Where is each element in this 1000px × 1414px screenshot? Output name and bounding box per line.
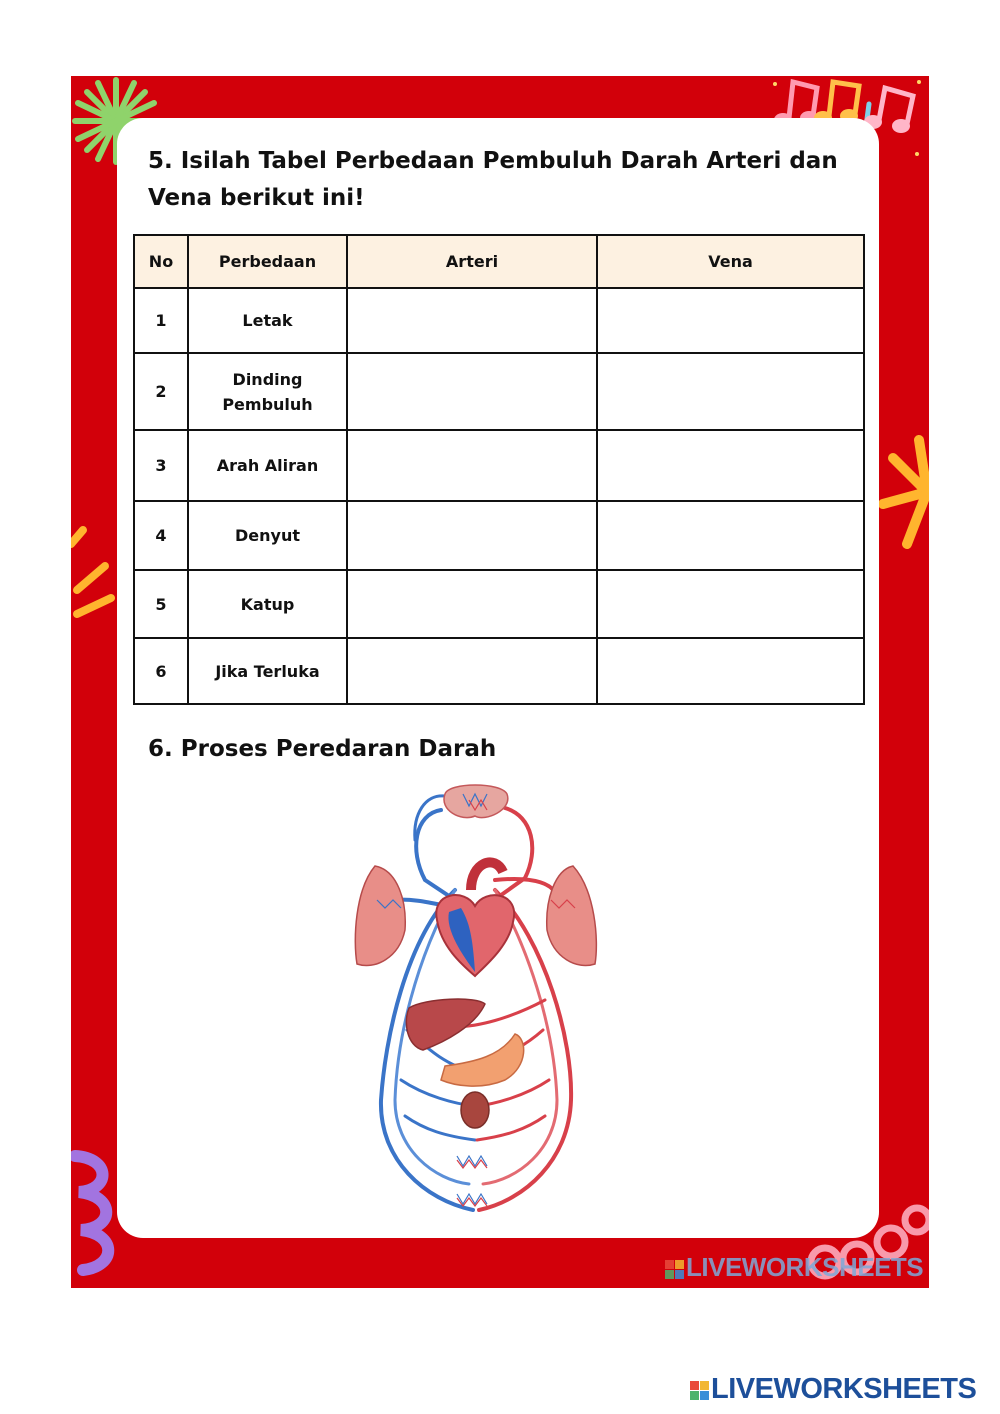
vena-answer-cell[interactable] xyxy=(597,430,864,501)
row-aspect: Katup xyxy=(188,570,347,638)
row-aspect: Dinding Pembuluh xyxy=(188,353,347,430)
liveworksheets-logo-icon xyxy=(690,1381,709,1400)
arteri-answer-cell[interactable] xyxy=(347,288,597,353)
row-number: 1 xyxy=(134,288,188,353)
vena-answer-cell[interactable] xyxy=(597,570,864,638)
arteri-answer-cell[interactable] xyxy=(347,638,597,704)
vena-answer-cell[interactable] xyxy=(597,638,864,704)
section5-title-line1: 5. Isilah Tabel Perbedaan Pembuluh Darah Arteri dan xyxy=(148,148,838,174)
row-number: 6 xyxy=(134,638,188,704)
inner-watermark xyxy=(665,1252,923,1283)
row-number: 4 xyxy=(134,501,188,570)
row-aspect: Denyut xyxy=(188,501,347,570)
header-vena: Vena xyxy=(597,235,864,288)
page-watermark-text: LIVEWORKSHEETS xyxy=(711,1373,977,1405)
row-aspect: Arah Aliran xyxy=(188,430,347,501)
header-perbedaan: Perbedaan xyxy=(188,235,347,288)
section5-title-line2: Vena berikut ini! xyxy=(148,185,365,211)
row-aspect: Jika Terluka xyxy=(188,638,347,704)
row-number: 2 xyxy=(134,353,188,430)
table-row xyxy=(134,430,864,501)
table-row xyxy=(134,353,864,430)
section5-title xyxy=(148,143,848,217)
inner-watermark-text: LIVEWORKSHEETS xyxy=(686,1252,924,1282)
table-row xyxy=(134,501,864,570)
arteri-answer-cell[interactable] xyxy=(347,353,597,430)
vena-answer-cell[interactable] xyxy=(597,288,864,353)
row-number: 3 xyxy=(134,430,188,501)
vena-answer-cell[interactable] xyxy=(597,501,864,570)
header-arteri: Arteri xyxy=(347,235,597,288)
table-row xyxy=(134,638,864,704)
row-number: 5 xyxy=(134,570,188,638)
liveworksheets-logo-icon xyxy=(665,1260,684,1279)
arteri-answer-cell[interactable] xyxy=(347,501,597,570)
artery-vein-table xyxy=(133,234,865,705)
page-watermark xyxy=(690,1373,976,1406)
section6-title: 6. Proses Peredaran Darah xyxy=(148,736,497,762)
yellow-burst-decoration xyxy=(879,432,929,552)
yellow-dashes-decoration xyxy=(71,526,117,626)
arteri-answer-cell[interactable] xyxy=(347,430,597,501)
table-row xyxy=(134,288,864,353)
table-header-row xyxy=(134,235,864,288)
table-row xyxy=(134,570,864,638)
row-aspect: Letak xyxy=(188,288,347,353)
arteri-answer-cell[interactable] xyxy=(347,570,597,638)
header-no: No xyxy=(134,235,188,288)
vena-answer-cell[interactable] xyxy=(597,353,864,430)
circulatory-system-illustration xyxy=(345,780,607,1220)
